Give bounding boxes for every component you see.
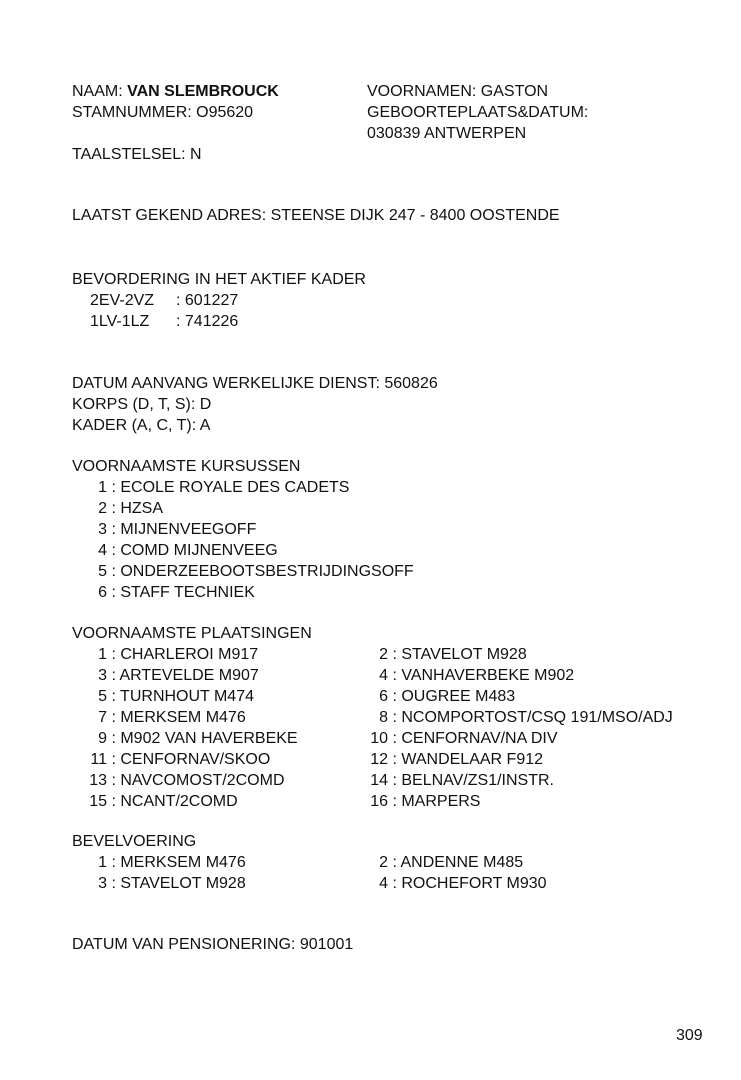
promotion-title: BEVORDERING IN HET AKTIEF KADER — [72, 271, 366, 288]
cadre: KADER (A, C, T): A — [72, 417, 211, 434]
posting-item: 10 : CENFORNAV/NA DIV — [370, 730, 558, 747]
posting-item: 14 : BELNAV/ZS1/INSTR. — [370, 772, 554, 789]
page-number: 309 — [676, 1027, 703, 1044]
promotion-rank: 1LV-1LZ — [90, 313, 150, 330]
promotion-row — [90, 312, 238, 332]
posting-item: 9 : M902 VAN HAVERBEKE — [98, 730, 298, 747]
name-value: VAN SLEMBROUCK — [127, 83, 279, 100]
birth-value: 030839 ANTWERPEN — [367, 125, 527, 142]
posting-item: 13 : NAVCOMOST/2COMD — [89, 772, 285, 789]
promotion-row — [90, 291, 238, 311]
commands-title: BEVELVOERING — [72, 833, 197, 850]
last-known-address: LAATST GEKEND ADRES: STEENSE DIJK 247 - 8400 OOSTENDE — [72, 207, 560, 224]
name-line — [72, 82, 279, 102]
retirement-date: DATUM VAN PENSIONERING: 901001 — [72, 936, 354, 953]
service-start: DATUM AANVANG WERKELIJKE DIENST: 560826 — [72, 375, 438, 392]
language-regime: TAALSTELSEL: N — [72, 146, 202, 163]
posting-item: 4 : VANHAVERBEKE M902 — [379, 667, 575, 684]
birth-label: GEBOORTEPLAATS&DATUM: — [367, 104, 589, 121]
posting-item: 12 : WANDELAAR F912 — [370, 751, 544, 768]
course-item: 2 : HZSA — [98, 500, 164, 517]
course-item: 3 : MIJNENVEEGOFF — [98, 521, 257, 538]
command-item: 1 : MERKSEM M476 — [98, 854, 246, 871]
promotion-date: : 601227 — [176, 292, 239, 309]
command-item: 2 : ANDENNE M485 — [379, 854, 524, 871]
postings-title: VOORNAAMSTE PLAATSINGEN — [72, 625, 312, 642]
courses-title: VOORNAAMSTE KURSUSSEN — [72, 458, 301, 475]
command-item: 3 : STAVELOT M928 — [98, 875, 246, 892]
posting-item: 5 : TURNHOUT M474 — [98, 688, 254, 705]
posting-item: 15 : NCANT/2COMD — [89, 793, 238, 810]
posting-item: 3 : ARTEVELDE M907 — [98, 667, 259, 684]
service-number: STAMNUMMER: O95620 — [72, 104, 254, 121]
course-item: 5 : ONDERZEEBOOTSBESTRIJDINGSOFF — [98, 563, 414, 580]
course-item: 6 : STAFF TECHNIEK — [98, 584, 255, 601]
corps: KORPS (D, T, S): D — [72, 396, 212, 413]
promotion-rank: 2EV-2VZ — [90, 292, 155, 309]
posting-item: 11 : CENFORNAV/SKOO — [90, 751, 271, 768]
posting-item: 6 : OUGREE M483 — [379, 688, 516, 705]
course-item: 1 : ECOLE ROYALE DES CADETS — [98, 479, 350, 496]
posting-item: 7 : MERKSEM M476 — [98, 709, 246, 726]
posting-item: 8 : NCOMPORTOST/CSQ 191/MSO/ADJ — [379, 709, 673, 726]
posting-item: 16 : MARPERS — [370, 793, 481, 810]
command-item: 4 : ROCHEFORT M930 — [379, 875, 547, 892]
name-label: NAAM: — [72, 83, 123, 100]
posting-item: 2 : STAVELOT M928 — [379, 646, 527, 663]
posting-item: 1 : CHARLEROI M917 — [98, 646, 259, 663]
first-names: VOORNAMEN: GASTON — [367, 83, 549, 100]
course-item: 4 : COMD MIJNENVEEG — [98, 542, 278, 559]
promotion-date: : 741226 — [176, 313, 239, 330]
